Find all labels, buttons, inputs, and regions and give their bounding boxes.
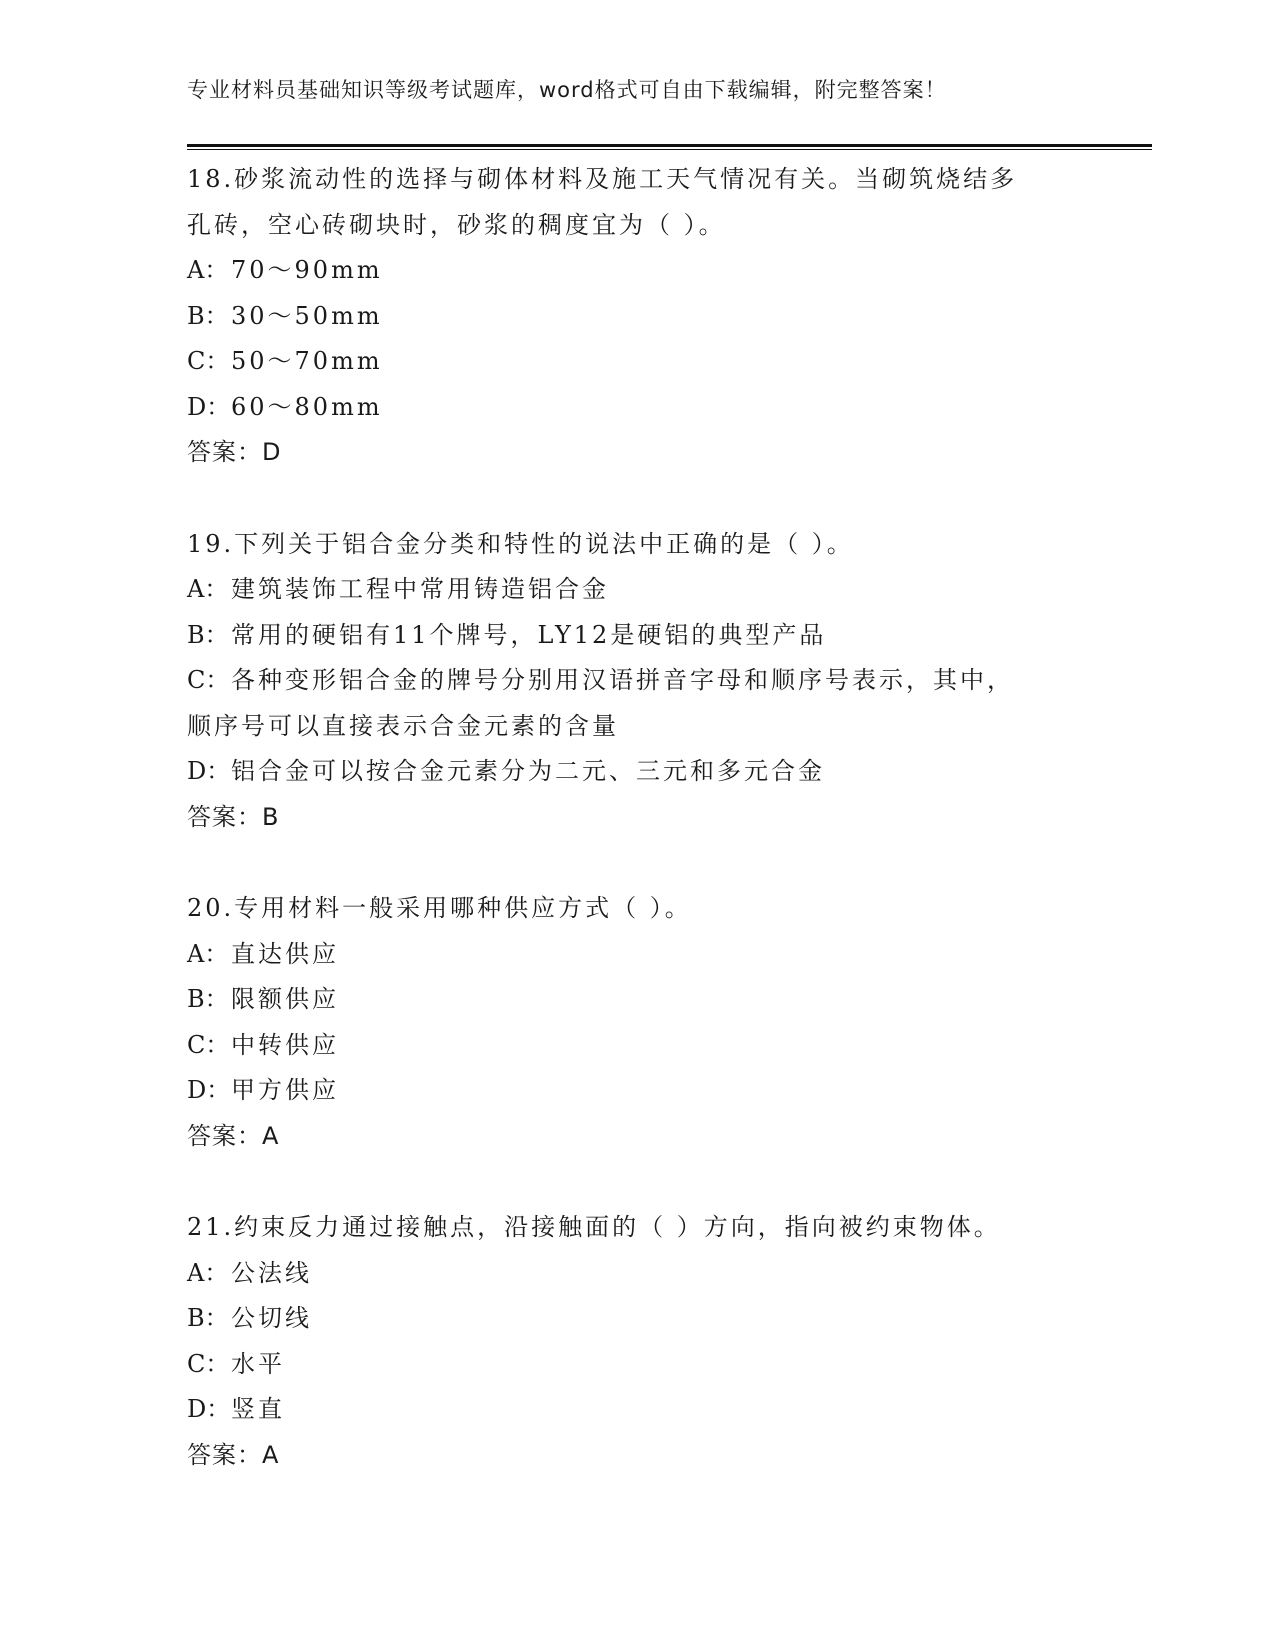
option-text: 水平 bbox=[231, 1349, 285, 1378]
answer-line: 答案：A bbox=[187, 1121, 280, 1150]
option-text: 中转供应 bbox=[231, 1030, 339, 1059]
option-label: A： bbox=[187, 939, 229, 968]
option-label: A： bbox=[187, 1258, 229, 1287]
header-rule-thin bbox=[187, 149, 1152, 150]
question-stem: 18.砂浆流动性的选择与砌体材料及施工天气情况有关。当砌筑烧结多 bbox=[187, 165, 1018, 193]
option-d bbox=[187, 1068, 1077, 1114]
option-label: D： bbox=[187, 392, 231, 421]
option-label: D： bbox=[187, 757, 231, 785]
option-label: B： bbox=[187, 985, 229, 1013]
option-label: B： bbox=[187, 301, 229, 330]
option-label: B： bbox=[187, 620, 229, 649]
answer-line: 答案：D bbox=[187, 438, 282, 466]
question-stem: 19.下列关于铝合金分类和特性的说法中正确的是（ ）。 bbox=[187, 529, 854, 558]
option-text: 60～80mm bbox=[231, 392, 383, 421]
option-label: D： bbox=[187, 1395, 231, 1423]
option-text: 70～90mm bbox=[231, 256, 383, 284]
option-label: C： bbox=[187, 347, 230, 375]
option-text: 30～50mm bbox=[231, 301, 383, 330]
answer-line: 答案：A bbox=[187, 1440, 280, 1469]
option-a bbox=[187, 567, 1077, 613]
option-b bbox=[187, 613, 1077, 659]
question-list bbox=[187, 157, 1077, 1524]
page-header: 专业材料员基础知识等级考试题库，word格式可自由下载编辑，附完整答案！ bbox=[187, 78, 947, 102]
option-label: C： bbox=[187, 666, 230, 694]
option-c bbox=[187, 1342, 1077, 1388]
option-text: 各种变形铝合金的牌号分别用汉语拼音字母和顺序号表示，其中， bbox=[231, 666, 1014, 694]
option-text: 公切线 bbox=[231, 1304, 312, 1332]
option-text: 50～70mm bbox=[231, 347, 383, 375]
option-c-continued: 顺序号可以直接表示合金元素的含量 bbox=[187, 711, 619, 740]
option-text: 竖直 bbox=[231, 1395, 285, 1423]
header-rule-thick bbox=[187, 144, 1152, 147]
option-label: B： bbox=[187, 1304, 229, 1332]
option-text: 建筑装饰工程中常用铸造铝合金 bbox=[231, 575, 609, 603]
option-c bbox=[187, 1023, 1077, 1069]
option-text: 铝合金可以按合金元素分为二元、三元和多元合金 bbox=[231, 757, 825, 785]
question-19 bbox=[187, 522, 1077, 841]
option-c bbox=[187, 658, 1077, 704]
option-label: A： bbox=[187, 575, 229, 603]
question-18 bbox=[187, 157, 1077, 476]
question-stem-continued: 孔砖，空心砖砌块时，砂浆的稠度宜为（ ）。 bbox=[187, 210, 726, 239]
option-label: A： bbox=[187, 256, 229, 284]
option-label: C： bbox=[187, 1030, 230, 1059]
option-text: 直达供应 bbox=[231, 939, 339, 968]
option-a bbox=[187, 248, 1077, 294]
question-stem: 20.专用材料一般采用哪种供应方式（ ）。 bbox=[187, 894, 692, 922]
option-text: 甲方供应 bbox=[231, 1076, 339, 1104]
option-a bbox=[187, 932, 1077, 978]
option-text: 常用的硬铝有11个牌号，LY12是硬铝的典型产品 bbox=[231, 620, 827, 649]
option-text: 限额供应 bbox=[231, 985, 339, 1013]
option-a bbox=[187, 1251, 1077, 1297]
option-label: C： bbox=[187, 1349, 230, 1378]
option-text: 公法线 bbox=[231, 1258, 312, 1287]
question-stem: 21.约束反力通过接触点，沿接触面的（ ）方向，指向被约束物体。 bbox=[187, 1213, 1001, 1241]
option-b bbox=[187, 977, 1077, 1023]
question-20 bbox=[187, 886, 1077, 1159]
option-label: D： bbox=[187, 1076, 231, 1104]
option-d bbox=[187, 1387, 1077, 1433]
option-c bbox=[187, 339, 1077, 385]
option-d bbox=[187, 749, 1077, 795]
question-21 bbox=[187, 1205, 1077, 1478]
answer-line: 答案：B bbox=[187, 802, 280, 831]
option-b bbox=[187, 294, 1077, 340]
option-b bbox=[187, 1296, 1077, 1342]
option-d bbox=[187, 385, 1077, 431]
